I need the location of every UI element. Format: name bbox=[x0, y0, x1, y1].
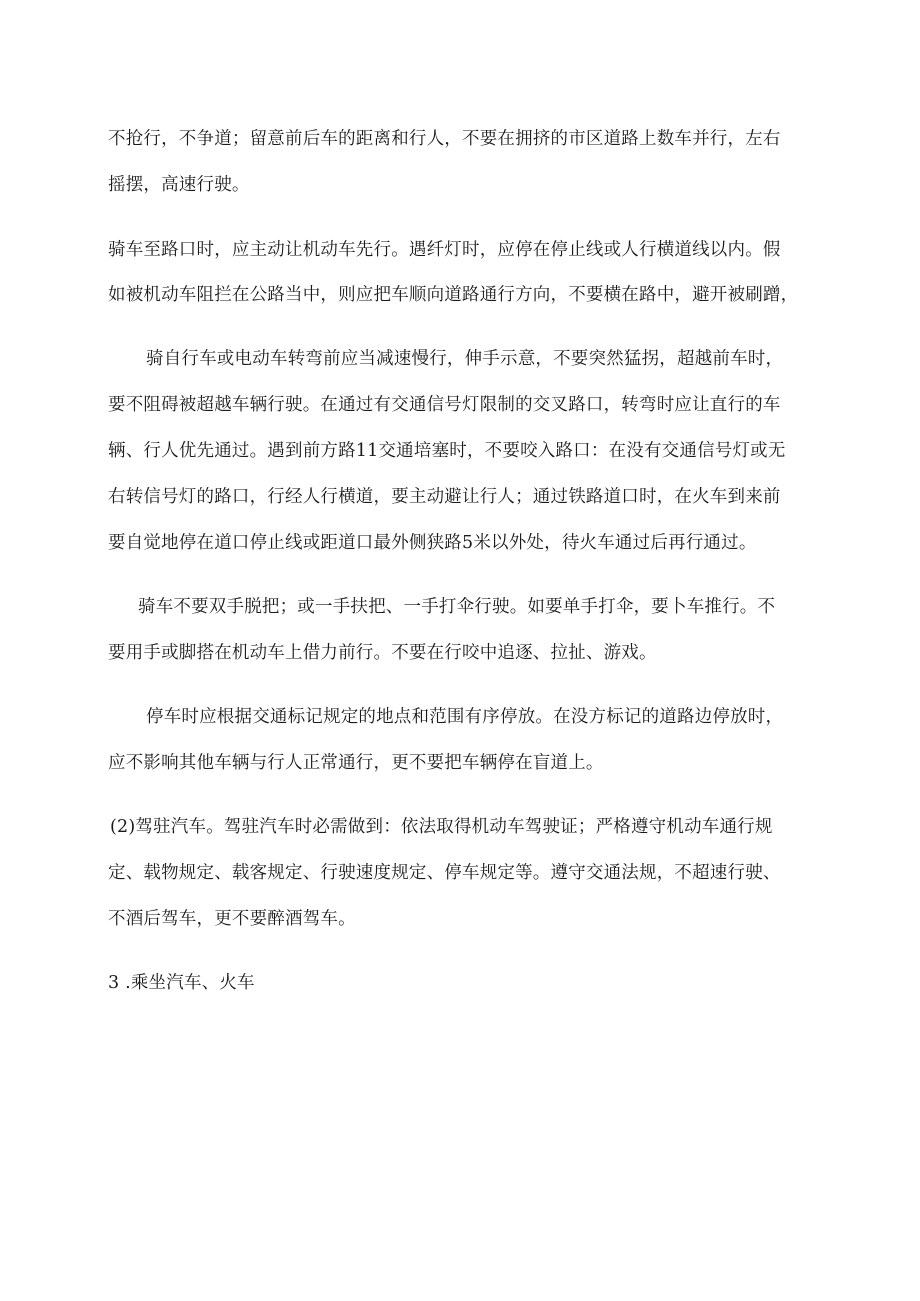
paragraph-3-line-3: 辆、行人优先通过。遇到前方路11交通培塞时，不要咬入路口：在没有交通信号灯或无 bbox=[108, 441, 786, 461]
paragraph-3-line-2: 要不阻碍被超越车辆行驶。在通过有交通信号灯限制的交叉路口，转弯时应让直行的车 bbox=[108, 395, 781, 415]
paragraph-5-line-1: 停车时应根据交通标记规定的地点和范围有序停放。在没方标记的道路边停放时， bbox=[146, 707, 784, 727]
paragraph-3-line-1: 骑自行车或电动车转弯前应当减速慢行，伸手示意，不要突然猛拐，超越前车时， bbox=[146, 349, 784, 369]
paragraph-6-line-1: (2)驾驻汽车。驾驻汽车时必需做到：依法取得机动车驾驶证；严格遵守机动车通行规 bbox=[110, 817, 773, 837]
paragraph-5-line-2: 应不影响其他车辆与行人正常通行，更不要把车辆停在盲道上。 bbox=[108, 753, 604, 773]
paragraph-1-line-1: 不抢行，不争道；留意前后车的距离和行人，不要在拥挤的市区道路上数车并行，左右 bbox=[108, 129, 781, 149]
paragraph-1-line-2: 摇摆，高速行驶。 bbox=[108, 175, 250, 195]
paragraph-6-line-3: 不酒后驾车，更不要醉酒驾车。 bbox=[108, 909, 356, 929]
paragraph-6-line-2: 定、载物规定、载客规定、行驶速度规定、停车规定等。遵守交通法规，不超速行驶、 bbox=[108, 863, 781, 883]
paragraph-4-line-1: 骑车不要双手脱把；或一手扶把、一手打伞行驶。如要单手打伞，要卜车推行。不 bbox=[138, 597, 776, 617]
paragraph-2-line-1: 骑车至路口时，应主动让机动车先行。遇纤灯时，应停在停止线或人行横道线以内。假 bbox=[108, 240, 781, 260]
paragraph-3-line-4: 右转信号灯的路口，行经人行横道，要主动避让行人；通过铁路道口时，在火车到来前 bbox=[108, 487, 781, 507]
paragraph-3-line-5: 要自觉地停在道口停止线或距道口最外侧狭路5米以外处，待火车通过后再行通过。 bbox=[108, 533, 757, 553]
section-heading: 3 .乘坐汽车、火车 bbox=[108, 973, 255, 993]
paragraph-2-line-2: 如被机动车阻拦在公路当中，则应把车顺向道路通行方向，不要横在路中，避开被刷蹭， bbox=[108, 285, 799, 305]
paragraph-4-line-2: 要用手或脚搭在机动车上借力前行。不要在行咬中追逐、拉扯、游戏。 bbox=[108, 643, 657, 663]
